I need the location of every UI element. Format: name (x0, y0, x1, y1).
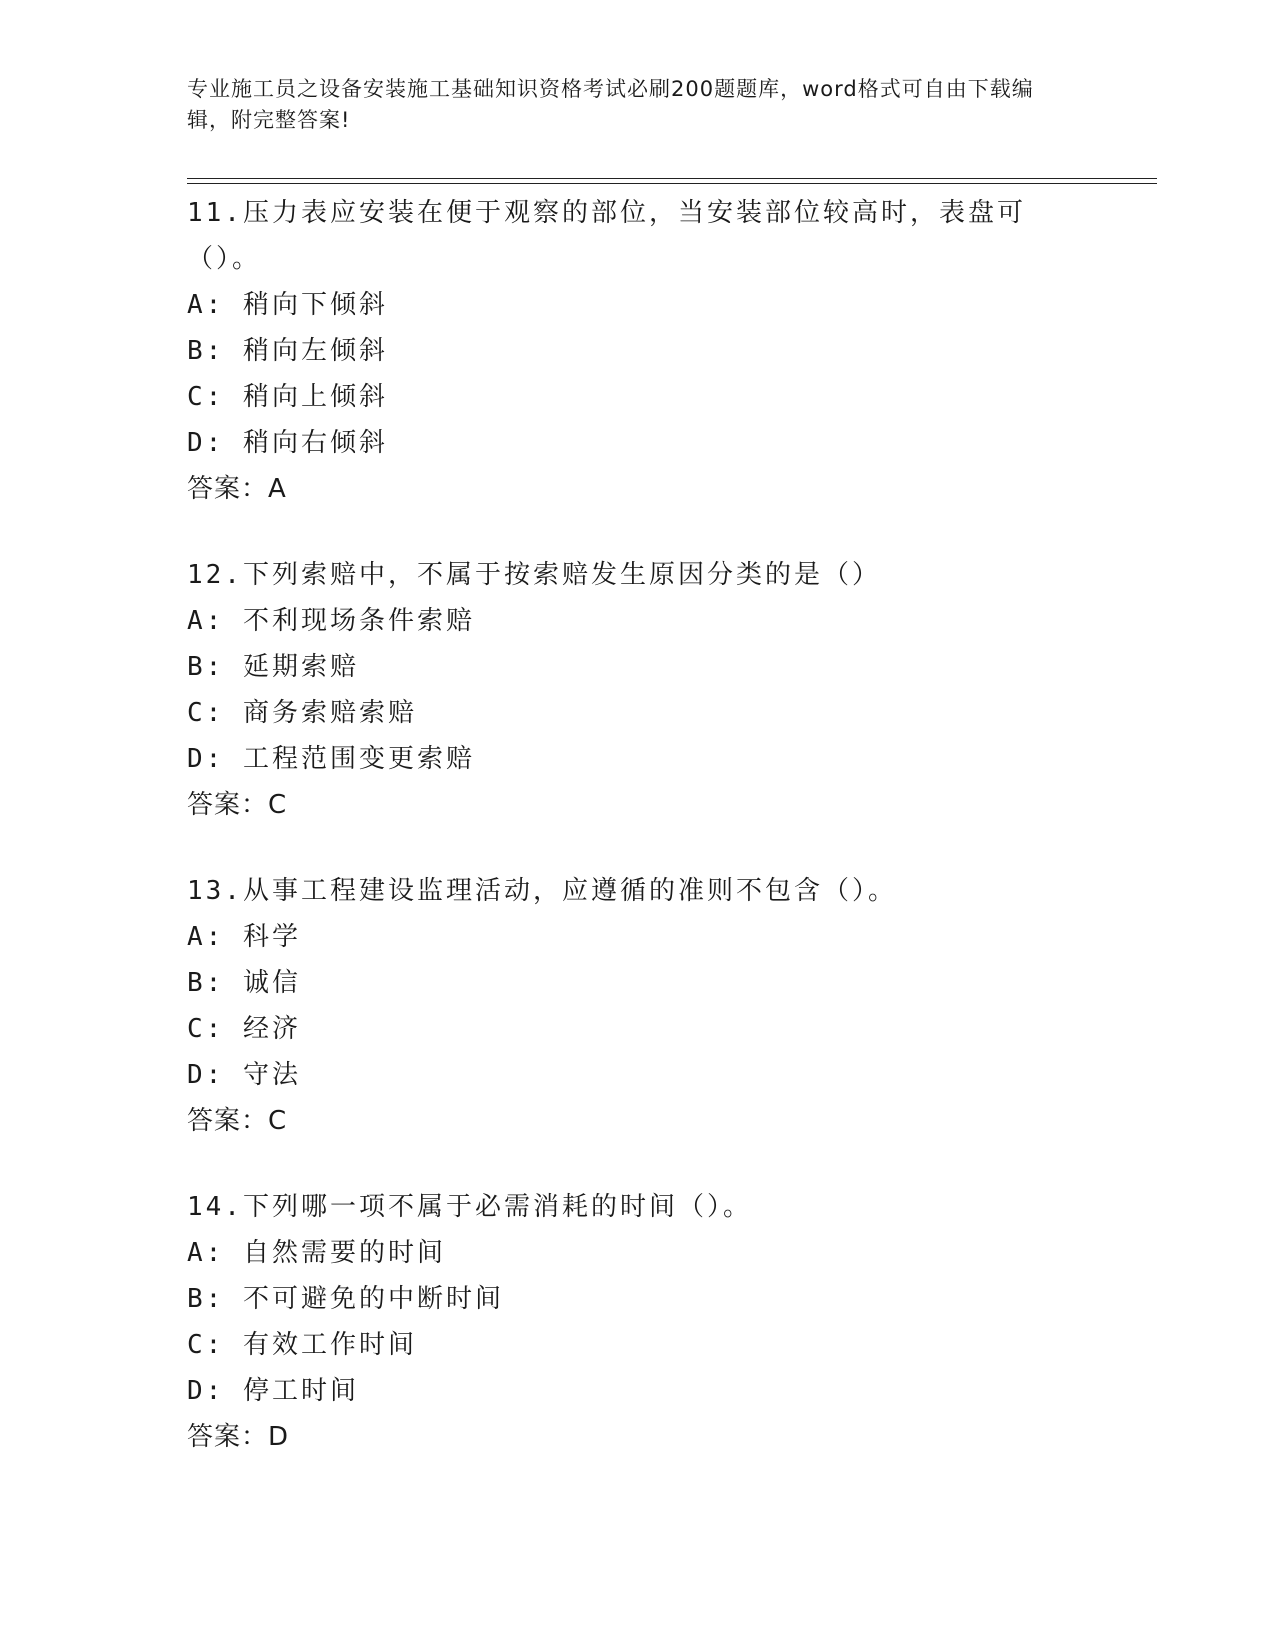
option-c (187, 690, 1067, 736)
option-d (187, 1052, 1067, 1098)
option-a (187, 598, 1067, 644)
option-c (187, 1006, 1067, 1052)
option-key: C: (187, 1330, 225, 1360)
option-text: 诚信 (242, 968, 301, 998)
answer-line: 答案：D (187, 1422, 290, 1452)
option-text: 商务索赔索赔 (242, 698, 417, 728)
option-a (187, 914, 1067, 960)
option-text: 稍向右倾斜 (242, 428, 388, 458)
option-d (187, 1368, 1067, 1414)
option-key: B: (187, 1284, 225, 1314)
option-d (187, 420, 1067, 466)
question-stem: 11.压力表应安装在便于观察的部位，当安装部位较高时，表盘可（）。 (187, 198, 1026, 274)
option-text: 不可避免的中断时间 (242, 1284, 504, 1314)
option-text: 稍向左倾斜 (242, 336, 388, 366)
option-text: 工程范围变更索赔 (242, 744, 475, 774)
option-key: C: (187, 382, 225, 412)
option-key: B: (187, 652, 225, 682)
question-list (187, 190, 1067, 1500)
question-item (187, 190, 1067, 512)
option-text: 经济 (242, 1014, 301, 1044)
question-item (187, 1184, 1067, 1460)
option-key: D: (187, 1376, 225, 1406)
question-stem: 12.下列索赔中，不属于按索赔发生原因分类的是（） (187, 560, 881, 590)
option-key: D: (187, 1060, 225, 1090)
option-text: 科学 (242, 922, 301, 952)
option-key: C: (187, 1014, 225, 1044)
option-key: D: (187, 744, 225, 774)
option-key: A: (187, 1238, 225, 1268)
document-header: 专业施工员之设备安装施工基础知识资格考试必刷200题题库，word格式可自由下载编辑，附完整答案! (187, 77, 1034, 132)
answer-line: 答案：A (187, 474, 287, 504)
option-a (187, 1230, 1067, 1276)
option-key: A: (187, 290, 225, 320)
option-text: 停工时间 (242, 1376, 359, 1406)
option-key: B: (187, 968, 225, 998)
option-b (187, 1276, 1067, 1322)
option-c (187, 1322, 1067, 1368)
option-c (187, 374, 1067, 420)
answer-line: 答案：C (187, 1106, 288, 1136)
option-a (187, 282, 1067, 328)
option-d (187, 736, 1067, 782)
option-text: 自然需要的时间 (242, 1238, 446, 1268)
question-stem: 14.下列哪一项不属于必需消耗的时间（）。 (187, 1192, 752, 1222)
option-b (187, 644, 1067, 690)
option-text: 稍向上倾斜 (242, 382, 388, 412)
question-stem: 13.从事工程建设监理活动，应遵循的准则不包含（）。 (187, 876, 897, 906)
option-text: 守法 (242, 1060, 301, 1090)
header-divider-top (187, 178, 1157, 179)
option-b (187, 328, 1067, 374)
option-key: A: (187, 606, 225, 636)
option-key: D: (187, 428, 225, 458)
option-text: 有效工作时间 (242, 1330, 417, 1360)
option-key: C: (187, 698, 225, 728)
option-key: A: (187, 922, 225, 952)
option-text: 不利现场条件索赔 (242, 606, 475, 636)
option-key: B: (187, 336, 225, 366)
option-b (187, 960, 1067, 1006)
option-text: 延期索赔 (242, 652, 359, 682)
question-item (187, 868, 1067, 1144)
option-text: 稍向下倾斜 (242, 290, 388, 320)
question-item (187, 552, 1067, 828)
answer-line: 答案：C (187, 790, 288, 820)
header-divider-bottom (187, 183, 1157, 184)
